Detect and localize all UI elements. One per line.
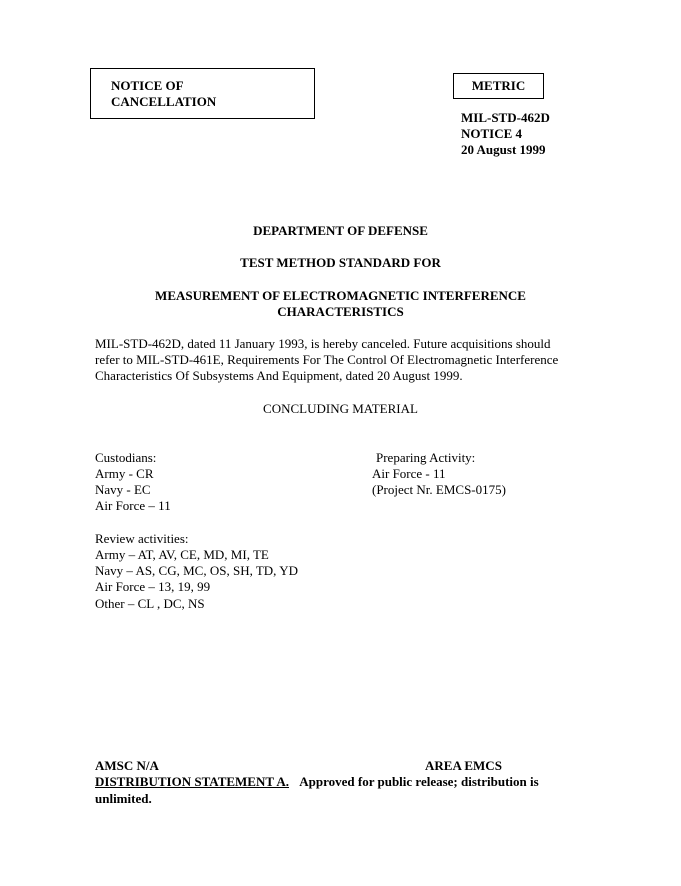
metric-box: [453, 73, 544, 99]
body-line-2: refer to MIL-STD-461E, Requirements For The Control Of Electromagnetic Interference: [95, 352, 559, 367]
department-title: DEPARTMENT OF DEFENSE: [253, 223, 428, 238]
preparing-activity-item: Air Force - 11: [372, 466, 446, 481]
notice-number: NOTICE 4: [461, 126, 523, 141]
notice-date: 20 August 1999: [461, 142, 546, 157]
distribution-statement-text: Approved for public release; distribution is: [299, 774, 539, 789]
custodian-item: Navy - EC: [95, 482, 151, 497]
document-number: MIL-STD-462D: [461, 110, 550, 125]
custodian-item: Army - CR: [95, 466, 154, 481]
subject-title-line-2: CHARACTERISTICS: [277, 304, 404, 319]
review-activity-item: Other – CL , DC, NS: [95, 596, 205, 611]
body-line-3: Characteristics Of Subsystems And Equipment, dated 20 August 1999.: [95, 368, 463, 383]
review-activity-item: Air Force – 13, 19, 99: [95, 579, 211, 594]
distribution-statement-label: DISTRIBUTION STATEMENT A.: [95, 774, 289, 789]
standard-title: TEST METHOD STANDARD FOR: [240, 255, 441, 270]
subject-title-line-1: MEASUREMENT OF ELECTROMAGNETIC INTERFERENCE: [155, 288, 526, 303]
metric-label: METRIC: [471, 78, 526, 93]
distribution-statement-continued: unlimited.: [95, 791, 152, 806]
concluding-material-heading: CONCLUDING MATERIAL: [263, 401, 418, 416]
custodian-item: Air Force – 11: [95, 498, 171, 513]
preparing-activity-item: (Project Nr. EMCS-0175): [372, 482, 506, 497]
notice-line-1: NOTICE OF: [111, 78, 184, 93]
review-activity-item: Army – AT, AV, CE, MD, MI, TE: [95, 547, 269, 562]
body-line-1: MIL-STD-462D, dated 11 January 1993, is hereby canceled. Future acquisitions should: [95, 336, 551, 351]
notice-line-2: CANCELLATION: [111, 94, 217, 109]
notice-of-cancellation-box: [90, 68, 315, 119]
area-code: AREA EMCS: [425, 758, 502, 773]
review-activities-heading: Review activities:: [95, 531, 189, 546]
distribution-statement: [95, 774, 539, 790]
review-activity-item: Navy – AS, CG, MC, OS, SH, TD, YD: [95, 563, 298, 578]
preparing-activity-heading: Preparing Activity:: [376, 450, 476, 465]
amsc-code: AMSC N/A: [95, 758, 159, 773]
custodians-heading: Custodians:: [95, 450, 157, 465]
